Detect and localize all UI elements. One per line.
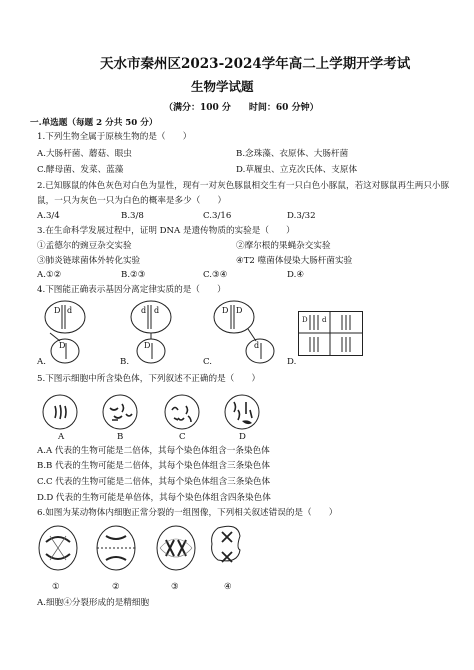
- q4-stem: 4.下图能正确表示基因分离定律实质的是（ ）: [37, 285, 226, 295]
- q3-option-b: B.②③: [121, 270, 146, 280]
- q1-option-c: C.酵母菌、发菜、蓝藻: [37, 165, 124, 175]
- subject-title: 生物学试题: [191, 79, 254, 94]
- q2-option-c: C.3/16: [203, 211, 232, 221]
- q4-d-gene2: d: [322, 316, 327, 324]
- q4-c-gene-top: D: [222, 306, 229, 315]
- q6-label-3: ③: [171, 582, 179, 592]
- q4-option-c: C.: [203, 357, 213, 367]
- q1-option-d: D.草履虫、立克次氏体、支原体: [236, 165, 358, 175]
- q4-option-b: B.: [120, 357, 130, 367]
- q5-option-b: B.B 代表的生物可能是二倍体，其每个染色体组含三条染色体: [37, 461, 270, 471]
- q2-stem-line2: 鼠，一只为灰色一只为白色的概率是多少（ ）: [37, 196, 227, 206]
- q4-diagram-b: [128, 299, 198, 369]
- q5-stem: 5.下图示细胞中所含染色体，下列叙述不正确的是（ ）: [37, 374, 261, 384]
- q1-stem: 1.下列生物全属于原核生物的是（ ）: [37, 132, 192, 142]
- q6-stem: 6.如图为某动物体内细胞正常分裂的一组图像，下列相关叙述错误的是（ ）: [37, 508, 338, 518]
- q6-cell-division-diagrams: [36, 522, 256, 582]
- q6-label-4: ④: [224, 582, 232, 592]
- q3-stem: 3.在生命科学发展过程中，证明 DNA 是遗传物质的实验是（ ）: [37, 226, 295, 236]
- q1-option-a: A.大肠杆菌、蘑菇、眼虫: [37, 149, 132, 159]
- q1-option-b: B.念珠藻、衣原体、大肠杆菌: [236, 149, 349, 159]
- q6-label-2: ②: [112, 582, 120, 592]
- exam-meta: （满分：100 分 时间：60 分钟）: [164, 103, 319, 113]
- q3-item-4: ④T2 噬菌体侵染大肠杆菌实验: [236, 256, 353, 266]
- q4-b-gene-top2: d: [154, 306, 160, 315]
- q4-d-gene: D: [302, 316, 308, 324]
- q4-diagram-c: [210, 299, 282, 369]
- q5-option-c: C.C 代表的生物可能是二倍体，其每个染色体组含三条染色体: [37, 477, 271, 487]
- q5-option-a: A.A 代表的生物可能是二倍体，其每个染色体组含一条染色体: [37, 446, 270, 456]
- q4-a-gene-top: D: [54, 306, 61, 315]
- q4-a-gene-bottom: D: [59, 341, 66, 350]
- q3-item-2: ②摩尔根的果蝇杂交实验: [236, 241, 331, 251]
- q3-item-1: ①孟德尔的豌豆杂交实验: [37, 241, 132, 251]
- q5-label-d: D: [239, 432, 246, 442]
- q2-option-a: A.3/4: [37, 211, 60, 221]
- section-heading: 一.单选题（每题 2 分共 50 分）: [30, 118, 158, 128]
- q4-b-gene-top: d: [141, 306, 147, 315]
- q3-option-c: C.③④: [203, 270, 228, 280]
- q3-option-a: A.①②: [37, 270, 62, 280]
- q2-option-d: D.3/32: [287, 211, 316, 221]
- q4-b-gene-bottom: D: [144, 341, 151, 350]
- q5-label-a: A: [58, 432, 65, 442]
- q4-option-a: A.: [37, 357, 46, 367]
- q2-stem-line1: 2.已知豚鼠的体色灰色对白色为显性，现有一对灰色豚鼠相交生有一只白色小豚鼠，若这对豚鼠再生两只小豚: [37, 181, 450, 191]
- q4-option-d: D.: [287, 357, 297, 367]
- q5-cell-diagrams: [42, 388, 302, 448]
- q5-label-c: C: [179, 432, 186, 442]
- q6-label-1: ①: [52, 582, 60, 592]
- q3-item-3: ③肺炎链球菌体外转化实验: [37, 256, 141, 266]
- q4-a-gene-top2: d: [67, 306, 73, 315]
- exam-title: 天水市秦州区2023-2024学年高二上学期开学考试: [100, 56, 411, 72]
- q4-c-gene-top2: D: [236, 306, 243, 315]
- q3-option-d: D.④: [287, 270, 305, 280]
- q6-option-a: A.细胞④分裂形成的是精细胞: [37, 598, 150, 608]
- q5-label-b: B: [117, 432, 124, 442]
- q2-option-b: B.3/8: [121, 211, 144, 221]
- q5-option-d: D.D 代表的生物可能是单倍体，其每个染色体组含四条染色体: [37, 493, 271, 503]
- q4-c-gene-bottom: d: [254, 341, 260, 350]
